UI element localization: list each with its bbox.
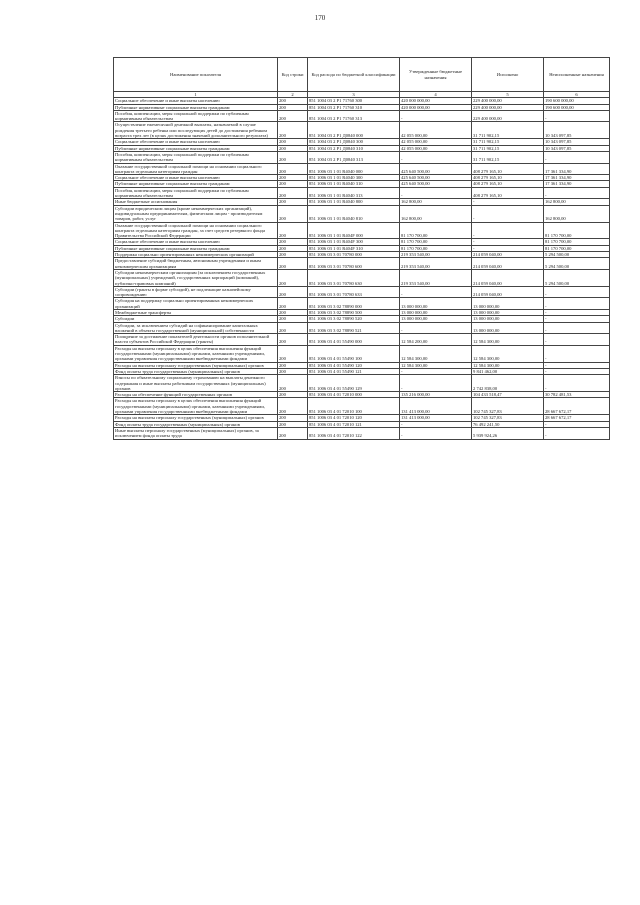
approved-amount-cell: 13 000 000,00 — [400, 298, 472, 310]
indicator-name-cell: Пособия, компенсации, меры социальной поддержки по публичным нормативным обязательствам — [114, 187, 278, 199]
indicator-name-cell: Фонд оплаты труда государственных (муниципальных) органов — [114, 368, 278, 374]
budget-code-cell: 851 1004 03 2 P1 71760 300 — [308, 98, 400, 104]
line-code-cell: 200 — [278, 375, 308, 392]
table-row — [114, 222, 610, 239]
unexecuted-amount-cell: - — [544, 110, 610, 122]
approved-amount-cell: - — [400, 421, 472, 427]
unexecuted-amount-cell: 162 800,00 — [544, 199, 610, 205]
unexecuted-amount-cell: - — [544, 368, 610, 374]
table-body — [114, 98, 610, 439]
executed-amount-cell: 408 279 165,10 — [472, 187, 544, 199]
indicator-name-cell: Социальное обеспечение и иные выплаты населению — [114, 239, 278, 245]
indicator-name-cell: Публичные нормативные социальные выплаты гражданам — [114, 245, 278, 251]
line-code-cell: 200 — [278, 222, 308, 239]
approved-amount-cell: 12 584 200,00 — [400, 334, 472, 346]
indicator-name-cell: Расходы на выплаты персоналу в целях обеспечения выполнения функций государственными (муниципальными) органами, казенными учреждениями, органами управления государственными внебюджетными фондами — [114, 345, 278, 362]
budget-code-cell: 851 1006 03 4 01 55490 000 — [308, 334, 400, 346]
approved-amount-cell: 81 170 700,00 — [400, 245, 472, 251]
line-code-cell: 200 — [278, 151, 308, 163]
indicator-name-cell: Поддержка социально ориентированных некоммерческих организаций — [114, 252, 278, 258]
unexecuted-amount-cell: 17 361 334,90 — [544, 181, 610, 187]
approved-amount-cell: 81 170 700,00 — [400, 239, 472, 245]
budget-code-cell: 851 1006 03 3 01 70780 630 — [308, 269, 400, 286]
approved-amount-cell: - — [400, 286, 472, 298]
executed-amount-cell: 214 059 040,00 — [472, 258, 544, 270]
line-code-cell: 200 — [278, 334, 308, 346]
line-code-cell: 200 — [278, 245, 308, 251]
budget-code-cell: 851 1006 03 4 01 72010 000 — [308, 392, 400, 398]
approved-amount-cell: 162 800,00 — [400, 205, 472, 222]
budget-code-cell: 851 1006 03 1 01 R4040 800 — [308, 199, 400, 205]
line-code-cell: 200 — [278, 421, 308, 427]
budget-code-cell: 851 1004 03 2 P1 Д0840 310 — [308, 145, 400, 151]
approved-amount-cell: 420 000 000,00 — [400, 98, 472, 104]
table-row — [114, 345, 610, 362]
executed-amount-cell: 31 711 902,15 — [472, 139, 544, 145]
indicator-name-cell: Расходы на обеспечение функций государственных органов — [114, 392, 278, 398]
unexecuted-amount-cell: 81 170 700,00 — [544, 245, 610, 251]
executed-amount-cell: 408 279 165,10 — [472, 175, 544, 181]
line-code-cell: 200 — [278, 415, 308, 421]
executed-amount-cell: 31 711 902,15 — [472, 122, 544, 139]
table-row — [114, 427, 610, 439]
unexecuted-amount-cell: - — [544, 151, 610, 163]
unexecuted-amount-cell: - — [544, 286, 610, 298]
approved-amount-cell: 12 584 300,00 — [400, 362, 472, 368]
table-row — [114, 205, 610, 222]
budget-code-cell: 851 1004 03 2 P1 Д0840 000 — [308, 122, 400, 139]
line-code-cell: 200 — [278, 398, 308, 415]
line-code-cell: 200 — [278, 368, 308, 374]
table-row — [114, 269, 610, 286]
approved-amount-cell: 42 055 000,00 — [400, 139, 472, 145]
approved-amount-cell: 425 640 500,00 — [400, 175, 472, 181]
indicator-name-cell: Оказание государственной социальной помощи на основании социального контракта отдельным категориям граждан, за счет средств резервного фонда Правительства Российской Федерации — [114, 222, 278, 239]
header-unexecuted: Неисполненные назначения — [544, 58, 610, 92]
unexecuted-amount-cell: - — [544, 427, 610, 439]
table-row — [114, 163, 610, 175]
executed-amount-cell: 104 433 518,47 — [472, 392, 544, 398]
indicator-name-cell: Расходы на выплаты персоналу в целях обеспечения выполнения функций государственными (муниципальными) органами, казенными учреждениями, органами управления государственными внебюджетными фондами — [114, 398, 278, 415]
approved-amount-cell: 162 800,00 — [400, 199, 472, 205]
budget-code-cell: 851 1006 03 3 02 78890 520 — [308, 316, 400, 322]
unexecuted-amount-cell: 10 343 097,85 — [544, 145, 610, 151]
approved-amount-cell: 12 584 300,00 — [400, 345, 472, 362]
line-code-cell: 200 — [278, 187, 308, 199]
executed-amount-cell: 76 492 241,50 — [472, 421, 544, 427]
approved-amount-cell: - — [400, 187, 472, 199]
indicator-name-cell: Межбюджетные трансферты — [114, 309, 278, 315]
column-number: 1 — [114, 92, 278, 98]
budget-code-cell: 851 1006 03 3 01 70780 000 — [308, 252, 400, 258]
unexecuted-amount-cell: 10 343 097,85 — [544, 139, 610, 145]
approved-amount-cell: 81 170 700,00 — [400, 222, 472, 239]
approved-amount-cell: 13 000 000,00 — [400, 309, 472, 315]
page-number: 170 — [314, 14, 326, 22]
header-line-code: Код строки — [278, 58, 308, 92]
approved-amount-cell: 219 353 540,00 — [400, 258, 472, 270]
indicator-name-cell: Расходы на выплаты персоналу государственных (муниципальных) органов — [114, 362, 278, 368]
budget-code-cell: 851 1006 03 1 01 R404F 000 — [308, 222, 400, 239]
executed-amount-cell: - — [472, 199, 544, 205]
budget-code-cell: 851 1006 03 1 01 R4040 313 — [308, 187, 400, 199]
line-code-cell: 200 — [278, 286, 308, 298]
header-indicator-name: Наименование показателя — [114, 58, 278, 92]
unexecuted-amount-cell: - — [544, 375, 610, 392]
executed-amount-cell: 229 400 000,00 — [472, 98, 544, 104]
executed-amount-cell: 229 400 000,00 — [472, 110, 544, 122]
line-code-cell: 200 — [278, 205, 308, 222]
line-code-cell: 200 — [278, 392, 308, 398]
line-code-cell: 200 — [278, 258, 308, 270]
budget-code-cell: 851 1006 03 1 01 R4040 000 — [308, 163, 400, 175]
line-code-cell: 200 — [278, 122, 308, 139]
unexecuted-amount-cell: 10 343 097,85 — [544, 122, 610, 139]
executed-amount-cell: 214 059 040,00 — [472, 252, 544, 258]
executed-amount-cell: 2 742 838,00 — [472, 375, 544, 392]
indicator-name-cell: Взносы по обязательному социальному страхованию на выплаты денежного содержания и иные выплаты работникам государственных (муниципальных) органов — [114, 375, 278, 392]
column-number: 5 — [472, 92, 544, 98]
table-row — [114, 286, 610, 298]
executed-amount-cell: 13 000 000,00 — [472, 309, 544, 315]
indicator-name-cell: Субсидии некоммерческим организациям (за исключением государственных (муниципальных) учреждений, государственных корпораций (компаний), публично-правовых компаний) — [114, 269, 278, 286]
approved-amount-cell: - — [400, 368, 472, 374]
approved-amount-cell: 219 353 540,00 — [400, 252, 472, 258]
executed-amount-cell: 9 841 462,00 — [472, 368, 544, 374]
indicator-name-cell: Оказание государственной социальной помощи на основании социального контракта отдельным категориям граждан — [114, 163, 278, 175]
executed-amount-cell: 31 711 902,15 — [472, 145, 544, 151]
approved-amount-cell: 131 413 000,00 — [400, 398, 472, 415]
indicator-name-cell: Социальное обеспечение и иные выплаты населению — [114, 98, 278, 104]
unexecuted-amount-cell: - — [544, 187, 610, 199]
header-executed: Исполнено — [472, 58, 544, 92]
unexecuted-amount-cell: 190 600 000,00 — [544, 104, 610, 110]
approved-amount-cell: 135 216 000,00 — [400, 392, 472, 398]
unexecuted-amount-cell: 190 600 000,00 — [544, 98, 610, 104]
line-code-cell: 200 — [278, 362, 308, 368]
executed-amount-cell: 102 745 327,83 — [472, 415, 544, 421]
budget-execution-table — [113, 57, 610, 440]
table-row — [114, 298, 610, 310]
indicator-name-cell: Публичные нормативные социальные выплаты гражданам — [114, 181, 278, 187]
budget-code-cell: 851 1004 03 2 P1 71760 310 — [308, 104, 400, 110]
table-row — [114, 110, 610, 122]
executed-amount-cell: 31 711 902,15 — [472, 151, 544, 163]
executed-amount-cell: 13 000 000,00 — [472, 298, 544, 310]
unexecuted-amount-cell: 28 667 672,17 — [544, 415, 610, 421]
table-row — [114, 322, 610, 334]
header-approved: Утвержденные бюджетные назначения — [400, 58, 472, 92]
budget-code-cell: 851 1006 03 1 01 R4040 810 — [308, 205, 400, 222]
budget-code-cell: 851 1006 03 4 01 55490 129 — [308, 375, 400, 392]
executed-amount-cell: 229 400 000,00 — [472, 104, 544, 110]
line-code-cell: 200 — [278, 104, 308, 110]
executed-amount-cell: - — [472, 205, 544, 222]
budget-code-cell: 851 1004 03 2 P1 Д0840 313 — [308, 151, 400, 163]
approved-amount-cell: 420 000 000,00 — [400, 104, 472, 110]
line-code-cell: 200 — [278, 316, 308, 322]
approved-amount-cell: 425 640 500,00 — [400, 163, 472, 175]
budget-code-cell: 851 1006 03 3 02 78890 500 — [308, 309, 400, 315]
indicator-name-cell: Пособия, компенсации, меры социальной поддержки по публичным нормативным обязательствам — [114, 110, 278, 122]
column-number: 6 — [544, 92, 610, 98]
indicator-name-cell: Фонд оплаты труда государственных (муниципальных) органов — [114, 421, 278, 427]
line-code-cell: 200 — [278, 175, 308, 181]
table-row — [114, 187, 610, 199]
approved-amount-cell: 219 353 540,00 — [400, 269, 472, 286]
indicator-name-cell: Пособия, компенсации, меры социальной поддержки по публичным нормативным обязательствам — [114, 151, 278, 163]
unexecuted-amount-cell: 5 294 500,00 — [544, 269, 610, 286]
approved-amount-cell: 131 413 000,00 — [400, 415, 472, 421]
indicator-name-cell: Субсидии (гранты в форме субсидий), не подлежащие казначейскому сопровождению — [114, 286, 278, 298]
indicator-name-cell: Социальное обеспечение и иные выплаты населению — [114, 175, 278, 181]
executed-amount-cell: 12 584 300,00 — [472, 334, 544, 346]
unexecuted-amount-cell: - — [544, 309, 610, 315]
unexecuted-amount-cell: 17 361 334,90 — [544, 163, 610, 175]
line-code-cell: 200 — [278, 427, 308, 439]
approved-amount-cell: 42 055 000,00 — [400, 145, 472, 151]
approved-amount-cell: - — [400, 322, 472, 334]
budget-code-cell: 851 1004 03 2 P1 Д0840 300 — [308, 139, 400, 145]
executed-amount-cell: - — [472, 222, 544, 239]
executed-amount-cell: 214 059 040,00 — [472, 269, 544, 286]
unexecuted-amount-cell: 28 667 672,17 — [544, 398, 610, 415]
table-header-row — [114, 58, 610, 92]
unexecuted-amount-cell: 5 294 500,00 — [544, 258, 610, 270]
budget-code-cell: 851 1006 03 4 01 72010 121 — [308, 421, 400, 427]
indicator-name-cell: Социальное обеспечение и иные выплаты населению — [114, 139, 278, 145]
line-code-cell: 200 — [278, 269, 308, 286]
line-code-cell: 200 — [278, 139, 308, 145]
executed-amount-cell: 102 745 327,83 — [472, 398, 544, 415]
executed-amount-cell: 214 059 040,00 — [472, 286, 544, 298]
approved-amount-cell: - — [400, 427, 472, 439]
unexecuted-amount-cell: 5 294 500,00 — [544, 252, 610, 258]
approved-amount-cell: - — [400, 151, 472, 163]
approved-amount-cell: 425 640 500,00 — [400, 181, 472, 187]
unexecuted-amount-cell: - — [544, 316, 610, 322]
indicator-name-cell: Иные бюджетные ассигнования — [114, 199, 278, 205]
executed-amount-cell: 13 000 000,00 — [472, 316, 544, 322]
indicator-name-cell: Осуществление ежемесячной денежной выплаты, назначаемой в случае рождения третьего ребенка или последующих детей до достижения ребенком возраста трех лет (в целях достижения значений дополнительного результата) — [114, 122, 278, 139]
budget-code-cell: 851 1006 03 4 01 72010 122 — [308, 427, 400, 439]
executed-amount-cell: 12 584 300,00 — [472, 362, 544, 368]
table-row — [114, 151, 610, 163]
indicator-name-cell: Расходы на выплаты персоналу государственных (муниципальных) органов — [114, 415, 278, 421]
column-number: 4 — [400, 92, 472, 98]
line-code-cell: 200 — [278, 239, 308, 245]
budget-code-cell: 851 1006 03 1 01 R404F 300 — [308, 239, 400, 245]
approved-amount-cell: 13 000 000,00 — [400, 316, 472, 322]
executed-amount-cell: - — [472, 245, 544, 251]
unexecuted-amount-cell: 17 361 334,90 — [544, 175, 610, 181]
budget-code-cell: 851 1006 03 3 01 70780 633 — [308, 286, 400, 298]
budget-code-cell: 851 1006 03 3 02 78890 000 — [308, 298, 400, 310]
header-budget-code: Код расхода по бюджетной классификации — [308, 58, 400, 92]
line-code-cell: 200 — [278, 298, 308, 310]
indicator-name-cell: Публичные нормативные социальные выплаты гражданам — [114, 104, 278, 110]
indicator-name-cell: Субсидии, за исключением субсидий на софинансирование капитальных вложений в объекты государственной (муниципальной) собственности — [114, 322, 278, 334]
line-code-cell: 200 — [278, 322, 308, 334]
table-row — [114, 258, 610, 270]
line-code-cell: 200 — [278, 163, 308, 175]
table-row — [114, 122, 610, 139]
indicator-name-cell: Субсидия на поддержку социально ориентированных некоммерческих организаций — [114, 298, 278, 310]
indicator-name-cell: Иные выплаты персоналу государственных (муниципальных) органов, за исключением фонда оплаты труда — [114, 427, 278, 439]
approved-amount-cell: - — [400, 110, 472, 122]
budget-code-cell: 851 1006 03 4 01 72010 100 — [308, 398, 400, 415]
indicator-name-cell: Публичные нормативные социальные выплаты гражданам — [114, 145, 278, 151]
budget-code-cell: 851 1006 03 1 01 R4040 300 — [308, 175, 400, 181]
unexecuted-amount-cell: - — [544, 362, 610, 368]
approved-amount-cell: - — [400, 375, 472, 392]
executed-amount-cell: 12 584 300,00 — [472, 345, 544, 362]
unexecuted-amount-cell: - — [544, 334, 610, 346]
table-row — [114, 334, 610, 346]
unexecuted-amount-cell: 30 782 481,53 — [544, 392, 610, 398]
unexecuted-amount-cell: - — [544, 421, 610, 427]
line-code-cell: 200 — [278, 145, 308, 151]
table-row — [114, 398, 610, 415]
line-code-cell: 200 — [278, 110, 308, 122]
table-row — [114, 375, 610, 392]
unexecuted-amount-cell: 162 800,00 — [544, 205, 610, 222]
executed-amount-cell: 408 279 165,10 — [472, 163, 544, 175]
indicator-name-cell: Субсидии — [114, 316, 278, 322]
executed-amount-cell: 13 000 000,00 — [472, 322, 544, 334]
budget-code-cell: 851 1006 03 4 01 72010 120 — [308, 415, 400, 421]
unexecuted-amount-cell: 81 170 700,00 — [544, 222, 610, 239]
budget-code-cell: 851 1006 03 1 01 R4040 310 — [308, 181, 400, 187]
unexecuted-amount-cell: 81 170 700,00 — [544, 239, 610, 245]
budget-code-cell: 851 1006 03 3 01 70780 600 — [308, 258, 400, 270]
line-code-cell: 200 — [278, 309, 308, 315]
budget-code-cell: 851 1004 03 2 P1 71760 313 — [308, 110, 400, 122]
line-code-cell: 200 — [278, 252, 308, 258]
budget-code-cell: 851 1006 03 1 01 R404F 310 — [308, 245, 400, 251]
unexecuted-amount-cell: - — [544, 298, 610, 310]
approved-amount-cell: 42 055 000,00 — [400, 122, 472, 139]
unexecuted-amount-cell: - — [544, 345, 610, 362]
line-code-cell: 200 — [278, 181, 308, 187]
column-number: 2 — [278, 92, 308, 98]
indicator-name-cell: Поощрение за достижение показателей деятельности органов исполнительной власти субъектов Российской Федерации (гранты) — [114, 334, 278, 346]
budget-code-cell: 851 1006 03 4 01 55490 120 — [308, 362, 400, 368]
line-code-cell: 200 — [278, 345, 308, 362]
line-code-cell: 200 — [278, 199, 308, 205]
budget-code-cell: 851 1006 03 3 02 78890 521 — [308, 322, 400, 334]
executed-amount-cell: - — [472, 239, 544, 245]
line-code-cell: 200 — [278, 98, 308, 104]
unexecuted-amount-cell: - — [544, 322, 610, 334]
budget-code-cell: 851 1006 03 4 01 55490 121 — [308, 368, 400, 374]
budget-code-cell: 851 1006 03 4 01 55490 100 — [308, 345, 400, 362]
executed-amount-cell: 408 279 165,10 — [472, 181, 544, 187]
column-number: 3 — [308, 92, 400, 98]
indicator-name-cell: Субсидии юридическим лицам (кроме некоммерческих организаций), индивидуальным предпринимателям, физическим лицам - производителям товаров, работ, услуг — [114, 205, 278, 222]
executed-amount-cell: 5 939 924,26 — [472, 427, 544, 439]
indicator-name-cell: Предоставление субсидий бюджетным, автономным учреждениям и иным некоммерческим организациям — [114, 258, 278, 270]
